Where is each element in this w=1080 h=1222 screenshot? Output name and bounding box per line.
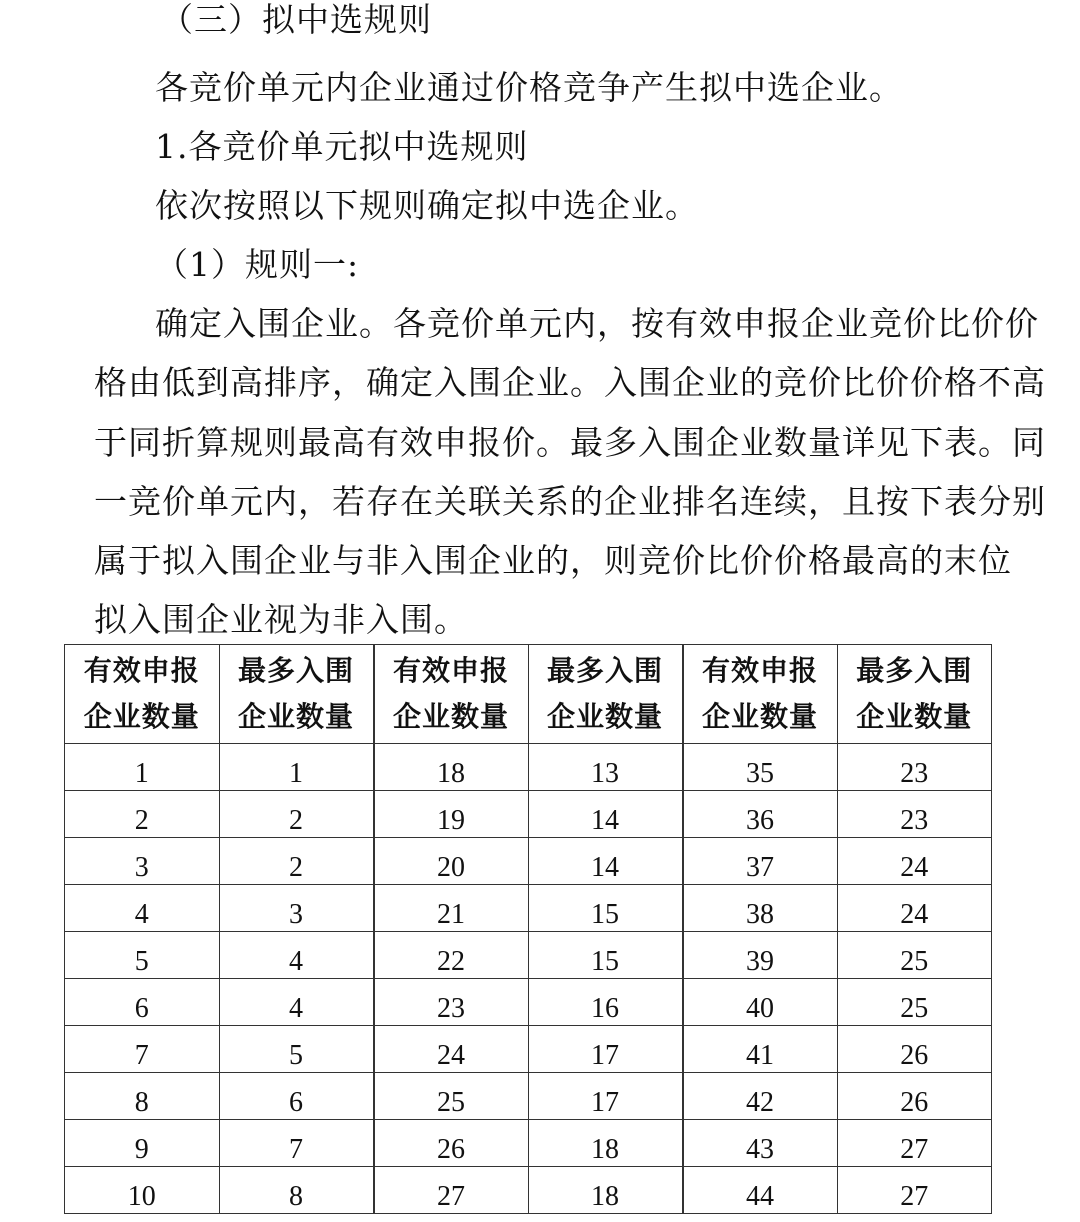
table-cell: 14 (528, 838, 683, 885)
paragraph-line: 依次按照以下规则确定拟中选企业。 (155, 186, 699, 225)
table-row (65, 1167, 992, 1214)
table-cell: 40 (683, 979, 838, 1026)
header-cell: 最多入围 企业数量 (837, 645, 992, 744)
table-cell: 43 (683, 1120, 838, 1167)
table-body (65, 744, 992, 1214)
table-row (65, 932, 992, 979)
table-cell: 6 (65, 979, 220, 1026)
table-cell: 13 (528, 744, 683, 791)
table-cell: 6 (219, 1073, 374, 1120)
table-cell: 17 (528, 1026, 683, 1073)
table-row (65, 1026, 992, 1073)
enterprise-quota-table (64, 644, 992, 1214)
paragraph-line: 拟入围企业视为非入围。 (94, 600, 468, 639)
table-cell: 10 (65, 1167, 220, 1214)
table-header-row (65, 645, 992, 744)
table-row (65, 1120, 992, 1167)
table-cell: 14 (528, 791, 683, 838)
table-cell: 39 (683, 932, 838, 979)
paragraph-line: 于同折算规则最高有效申报价。最多入围企业数量详见下表。同 (94, 423, 1046, 462)
table-cell: 7 (65, 1026, 220, 1073)
table-row (65, 885, 992, 932)
table-cell: 35 (683, 744, 838, 791)
table-cell: 27 (837, 1167, 992, 1214)
table-cell: 1 (219, 744, 374, 791)
table-cell: 18 (374, 744, 529, 791)
header-cell: 最多入围 企业数量 (528, 645, 683, 744)
header-cell: 有效申报 企业数量 (65, 645, 220, 744)
table-cell: 8 (219, 1167, 374, 1214)
table-row (65, 1073, 992, 1120)
table-cell: 25 (374, 1073, 529, 1120)
table-cell: 2 (65, 791, 220, 838)
table-cell: 24 (374, 1026, 529, 1073)
table-row (65, 791, 992, 838)
table-cell: 19 (374, 791, 529, 838)
table-cell: 27 (837, 1120, 992, 1167)
table-cell: 36 (683, 791, 838, 838)
table-cell: 8 (65, 1073, 220, 1120)
table-cell: 18 (528, 1120, 683, 1167)
table-cell: 15 (528, 885, 683, 932)
table-cell: 23 (374, 979, 529, 1026)
table-cell: 4 (65, 885, 220, 932)
table-cell: 3 (219, 885, 374, 932)
table-cell: 16 (528, 979, 683, 1026)
paragraph-line: 一竞价单元内，若存在关联关系的企业排名连续，且按下表分别 (94, 482, 1046, 521)
table-cell: 41 (683, 1026, 838, 1073)
table-cell: 5 (219, 1026, 374, 1073)
table-cell: 44 (683, 1167, 838, 1214)
paragraph-line: 各竞价单元内企业通过价格竞争产生拟中选企业。 (155, 68, 903, 107)
table-cell: 7 (219, 1120, 374, 1167)
table-cell: 20 (374, 838, 529, 885)
table-cell: 38 (683, 885, 838, 932)
paragraph-line: 格由低到高排序，确定入围企业。入围企业的竞价比价价格不高 (94, 363, 1046, 402)
table-cell: 2 (219, 791, 374, 838)
table-cell: 25 (837, 979, 992, 1026)
table-cell: 5 (65, 932, 220, 979)
table-cell: 42 (683, 1073, 838, 1120)
header-cell: 有效申报 企业数量 (683, 645, 838, 744)
table-cell: 26 (374, 1120, 529, 1167)
rule-heading: （1）规则一: (155, 245, 360, 284)
header-cell: 有效申报 企业数量 (374, 645, 529, 744)
table-cell: 23 (837, 791, 992, 838)
table-cell: 1 (65, 744, 220, 791)
table-cell: 3 (65, 838, 220, 885)
table-cell: 27 (374, 1167, 529, 1214)
table-cell: 37 (683, 838, 838, 885)
table-cell: 23 (837, 744, 992, 791)
table-cell: 25 (837, 932, 992, 979)
table-cell: 18 (528, 1167, 683, 1214)
table-cell: 21 (374, 885, 529, 932)
header-cell: 最多入围 企业数量 (219, 645, 374, 744)
table-cell: 17 (528, 1073, 683, 1120)
subsection-heading: 1.各竞价单元拟中选规则 (155, 127, 529, 166)
table-row (65, 838, 992, 885)
table-cell: 24 (837, 885, 992, 932)
table-cell: 26 (837, 1026, 992, 1073)
paragraph-line: 确定入围企业。各竞价单元内，按有效申报企业竞价比价价 (155, 304, 1039, 343)
table-row (65, 979, 992, 1026)
table-cell: 9 (65, 1120, 220, 1167)
table-cell: 24 (837, 838, 992, 885)
table-cell: 4 (219, 932, 374, 979)
section-heading: （三）拟中选规则 (160, 0, 432, 39)
table-cell: 2 (219, 838, 374, 885)
table-cell: 22 (374, 932, 529, 979)
table-cell: 15 (528, 932, 683, 979)
paragraph-line: 属于拟入围企业与非入围企业的，则竞价比价价格最高的末位 (94, 541, 1012, 580)
table-cell: 26 (837, 1073, 992, 1120)
table-row (65, 744, 992, 791)
table-cell: 4 (219, 979, 374, 1026)
